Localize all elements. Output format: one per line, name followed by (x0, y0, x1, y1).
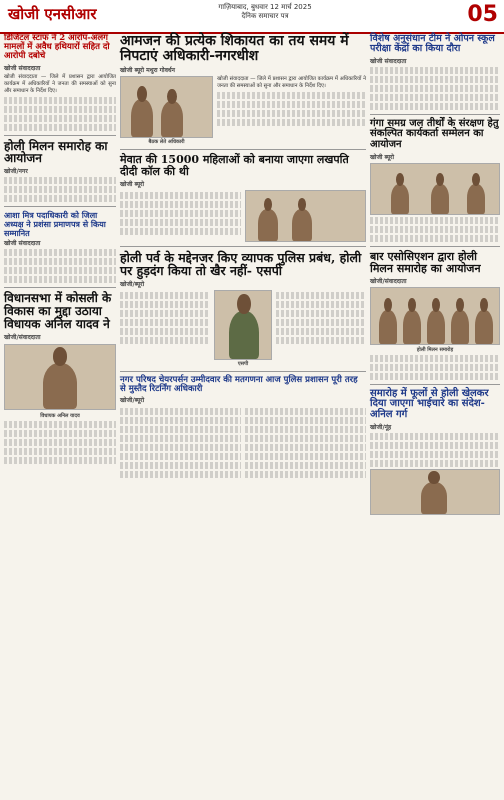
caption-c3: एसपी (237, 360, 249, 367)
paper-name: खोजी एनसीआर (8, 5, 97, 23)
byline-a11: खोजी/ब्यूरो (120, 397, 145, 405)
headline-a9: बार एसोसिएशन द्वारा होली मिलन समारोह का आयोजन (370, 249, 481, 275)
headline-a6: गंगा समग्र जल तीर्थों के संरक्षण हेतु संकल्पित कार्यकर्ता सम्मेलन का आयोजन (370, 117, 499, 151)
byline-a2: खोजी ब्यूरो मथुरा गोवर्धन (120, 67, 175, 75)
photo-women (245, 190, 366, 242)
byline-a1: खोजी संवाददाता (4, 64, 41, 72)
page-number: 05 (467, 2, 498, 27)
caption-c4: विधायक अनिल यादव (40, 413, 80, 420)
headline-a7: आशा मित्र पदाधिकारी को जिला अध्यक्ष ने प्रशंसा प्रमाणपत्र से किया सम्मानित (4, 210, 106, 238)
photo-sp (214, 290, 272, 360)
left-column (4, 34, 116, 466)
headline-a10: विधानसभा में कोसली के विकास का मुद्दा उठाया विधायक अनिल यादव ने (4, 291, 112, 332)
byline-a7: खोजी संवाददाता (4, 240, 41, 248)
right-column (370, 34, 500, 517)
byline-a9: खोजी/संवाददाता (370, 277, 407, 285)
caption-c2: बैठक लेते अधिकारी (148, 139, 185, 146)
headline-a1: डिजिटल स्टाफ ने 2 आरोप-अलग मामलों में अवैध हथियारों सहित दो आरोपी दबोचे (4, 33, 110, 62)
body-a2: खोजी संवाददाता — जिले में प्रशासन द्वारा आयोजित कार्यक्रम में अधिकारियों ने जनता की समस्याओं को सुना और समाधान के निर्देश दिए। (217, 76, 366, 90)
headline-a3: विशेष अनुसंधान टीम ने ओपन स्कूल परीक्षा केंद्रों का किया दौरा (370, 33, 495, 55)
byline-a3: खोजी संवाददाता (370, 57, 407, 65)
photo-meeting (120, 76, 213, 138)
byline-a5: खोजी ब्यूरो (120, 180, 145, 188)
body-a1: खोजी संवाददाता — जिले में प्रशासन द्वारा आयोजित कार्यक्रम में अधिकारियों ने जनता की समस्याओं को सुना और समाधान के निर्देश दिए। (4, 73, 116, 94)
date-text: गाज़ियाबाद, बुधवार 12 मार्च 2025 (218, 3, 312, 11)
byline-a4: खोजी/नगर (4, 168, 28, 176)
photo-garg (370, 469, 500, 515)
headline-a11: नगर परिषद चेयरपर्सन उम्मीदवार की मतगणना आज पुलिस प्रशासन पूरी तरह से मुस्तैद रिटर्निंग अधिकारी (120, 374, 358, 395)
masthead (0, 0, 504, 34)
subline-text: दैनिक समाचार पत्र (241, 12, 289, 20)
byline-a6: खोजी ब्यूरो (370, 153, 395, 161)
photo-mla (4, 344, 116, 410)
headline-a8: होली पर्व के मद्देनजर किए व्यापक पुलिस प्रबंध, होली पर हुड़दंग किया तो खैर नहीं- एसपी (120, 249, 362, 279)
caption-c1: होली मिलन समारोह (416, 346, 454, 353)
headline-a5: मेवात की 15000 महिलाओं को बनाया जाएगा लखपति दीदी कॉल की थी (120, 153, 349, 179)
byline-a10: खोजी/संवाददाता (4, 334, 41, 342)
headline-a2: आमजन की प्रत्येक शिकायत का तय समय में निपटाएं अधिकारी-नगरधीश (120, 33, 349, 65)
photo-ganga (370, 163, 500, 215)
headline-a4: होली मिलन समारोह का आयोजन (4, 138, 108, 166)
headline-a12: समारोह में फूलों से होली खेलकर दिया जाएगा भाईचारे का संदेश-अनिल गर्ग (370, 387, 489, 421)
center-column (120, 34, 366, 480)
byline-a8: खोजी/ब्यूरो (120, 280, 145, 288)
byline-a12: खोजी/नूंह (370, 424, 392, 432)
photo-bar (370, 287, 500, 345)
dateline (150, 3, 380, 21)
